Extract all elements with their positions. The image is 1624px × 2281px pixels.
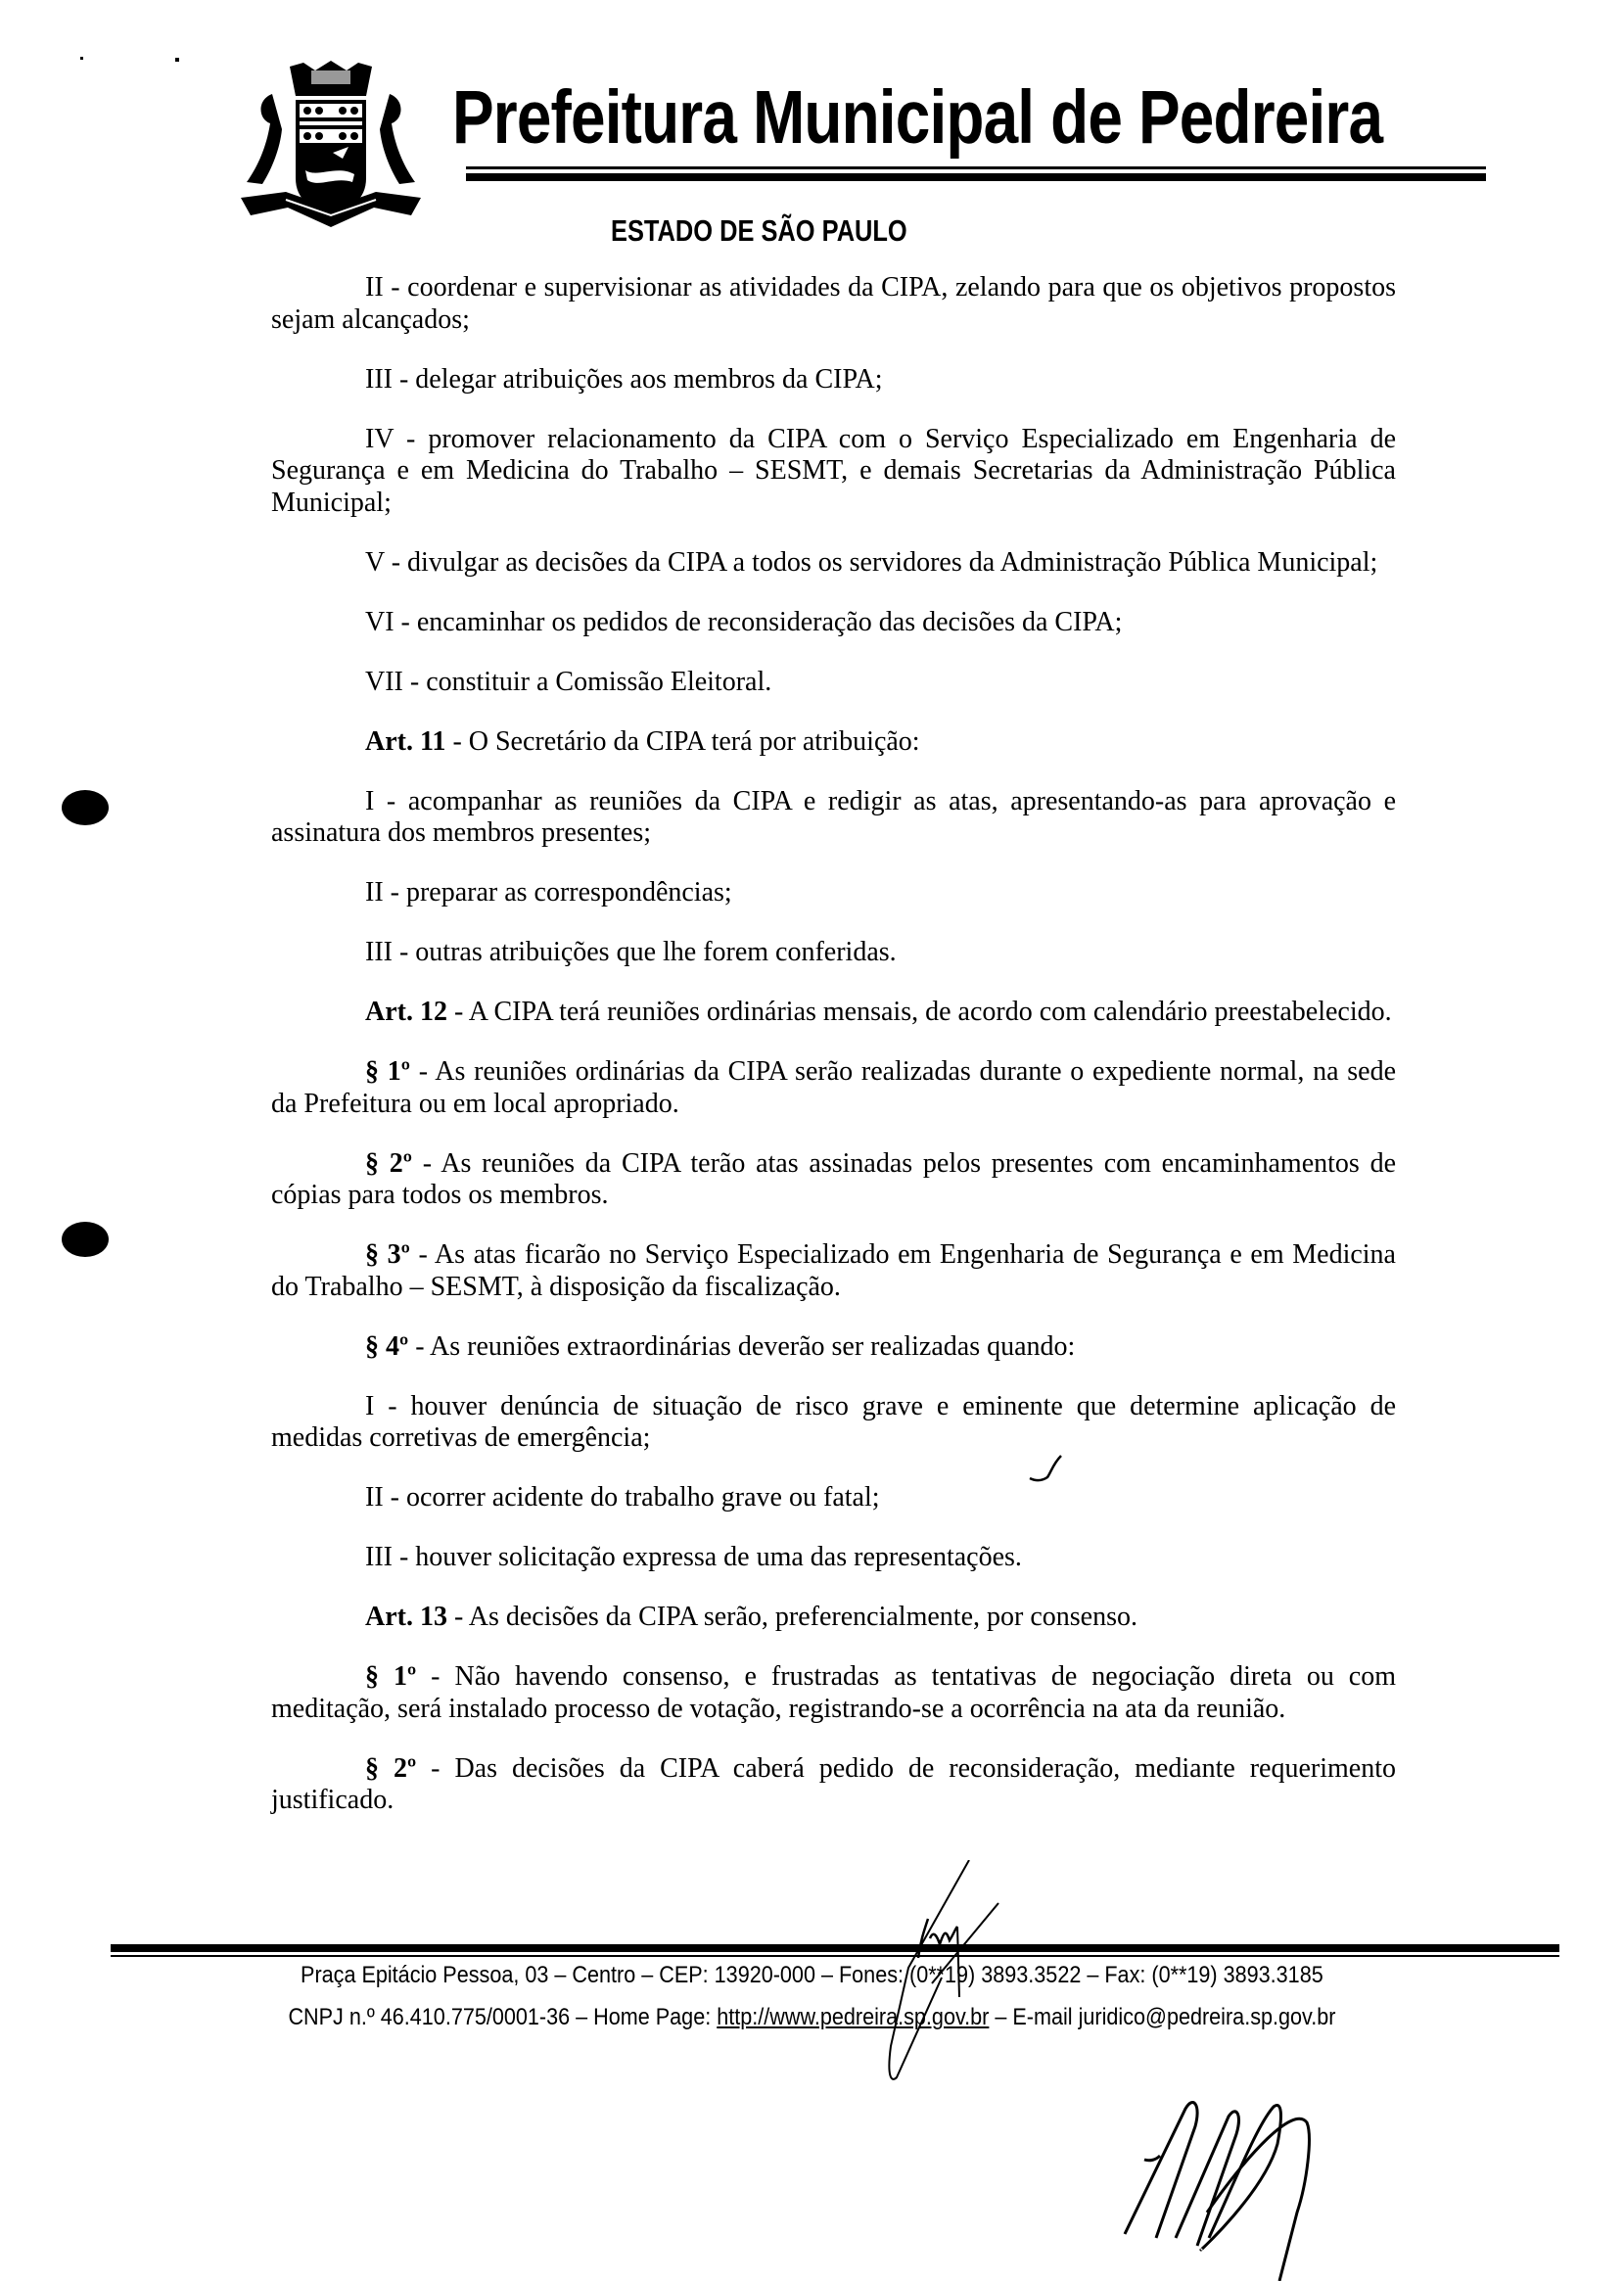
paragraph-text: VI - encaminhar os pedidos de reconsideração das decisões da CIPA;: [365, 606, 1123, 637]
paragraph-text: - Não havendo consenso, e frustradas as tentativas de negociação direta ou com meditação, será instalado processo de votação, registrando-se a ocorrência na ata da reunião.: [271, 1661, 1397, 1724]
article-heading: [271, 997, 1396, 1029]
paragraph-text: - Das decisões da CIPA caberá pedido de reconsideração, mediante requerimento justificado.: [271, 1752, 1396, 1815]
footer-address: [0, 1962, 1624, 1989]
paragraph-text: III - outras atribuições que lhe forem conferidas.: [365, 937, 897, 967]
section-number: § 2º: [365, 1147, 412, 1179]
cnpj-text: CNPJ n.º 46.410.775/0001-36 – Home Page:: [288, 2004, 718, 2030]
municipal-coat-of-arms-icon: [227, 61, 435, 237]
paragraph-text: IV - promover relacionamento da CIPA com o Serviço Especializado em Engenharia de Segurança e em Medicina do Trabalho – SESMT, e demais Secretarias da Administração Pública Municipal;: [271, 423, 1396, 518]
document-body: [271, 272, 1396, 1844]
footer-contact: [0, 2004, 1624, 2031]
footer-divider: [111, 1955, 1559, 1957]
paragraph-text: - A CIPA terá reuniões ordinárias mensais, de acordo com calendário preestabelecido.: [446, 997, 1392, 1027]
paragraph: [271, 667, 1396, 699]
paragraph: [271, 877, 1396, 909]
paragraph-text: V - divulgar as decisões da CIPA a todos os servidores da Administração Pública Municipal;: [365, 546, 1378, 578]
section-paragraph: [271, 1239, 1396, 1303]
paragraph-text: - As atas ficarão no Serviço Especializado em Engenharia de Segurança e em Medicina do Trabalho – SESMT, à disposição da fiscalização.: [271, 1239, 1396, 1302]
section-number: § 4º: [365, 1330, 409, 1362]
handwritten-tick-icon: [1028, 1454, 1067, 1483]
paragraph-text: - As decisões da CIPA serão, preferencialmente, por consenso.: [446, 1602, 1137, 1632]
paragraph-text: - As reuniões ordinárias da CIPA serão realizadas durante o expediente normal, na sede da Prefeitura ou em local apropriado.: [271, 1056, 1397, 1119]
section-paragraph: [271, 1661, 1396, 1725]
paragraph-text: I - acompanhar as reuniões da CIPA e redigir as atas, apresentando-as para aprovação e assinatura dos membros presentes;: [271, 785, 1396, 848]
homepage-link[interactable]: http://www.pedreira.sp.gov.br: [717, 2004, 990, 2030]
article-heading: [271, 1602, 1396, 1634]
paragraph: [271, 547, 1396, 580]
paragraph: [271, 1542, 1396, 1574]
article-number: Art. 12: [365, 997, 447, 1027]
email-text: – E-mail juridico@pedreira.sp.gov.br: [989, 2004, 1336, 2030]
paragraph-text: III - houver solicitação expressa de uma das representações.: [365, 1542, 1022, 1572]
paragraph-text: - As reuniões da CIPA terão atas assinadas pelos presentes com encaminhamentos de cópias para todos os membros.: [271, 1147, 1396, 1210]
paragraph: [271, 364, 1396, 396]
article-number: Art. 13: [365, 1602, 447, 1632]
section-number: § 1º: [365, 1056, 410, 1087]
section-paragraph: [271, 1148, 1396, 1212]
scan-speck: [175, 58, 179, 62]
section-paragraph: [271, 1753, 1396, 1817]
section-number: § 2º: [365, 1752, 417, 1784]
section-paragraph: [271, 1331, 1396, 1364]
section-paragraph: [271, 1056, 1396, 1120]
footer-divider: [111, 1944, 1559, 1952]
paragraph: [271, 786, 1396, 850]
header-divider: [466, 173, 1486, 181]
paragraph: [271, 607, 1396, 639]
scan-speck: [80, 57, 83, 60]
hole-punch-icon: [62, 1222, 109, 1257]
section-number: § 1º: [365, 1661, 417, 1692]
paragraph-text: III - delegar atribuições aos membros da CIPA;: [365, 363, 883, 395]
article-heading: [271, 726, 1396, 759]
page-title: Prefeitura Municipal de Pedreira: [452, 75, 1383, 160]
paragraph-text: - As reuniões extraordinárias deverão ser realizadas quando:: [408, 1330, 1076, 1362]
paragraph-text: II - ocorrer acidente do trabalho grave ou fatal;: [365, 1482, 880, 1513]
contact-line: [288, 2004, 1335, 2031]
paragraph: [271, 1482, 1396, 1514]
paragraph: [271, 424, 1396, 520]
paragraph-text: - O Secretário da CIPA terá por atribuição:: [445, 725, 920, 757]
paragraph: [271, 1391, 1396, 1455]
header-divider: [466, 166, 1486, 169]
address-text: Praça Epitácio Pessoa, 03 – Centro – CEP: 13920-000 – Fones: (0**19) 3893.3522 – Fax: (0**19) 3893.3185: [301, 1962, 1323, 1988]
section-number: § 3º: [365, 1239, 410, 1270]
state-subtitle: ESTADO DE SÃO PAULO: [611, 213, 907, 248]
paragraph-text: VII - constituir a Comissão Eleitoral.: [365, 666, 772, 697]
hole-punch-icon: [62, 790, 109, 825]
article-number: Art. 11: [365, 725, 446, 757]
paragraph: [271, 272, 1396, 336]
paragraph-text: II - preparar as correspondências;: [365, 877, 732, 908]
handwritten-signature-icon: [1121, 2066, 1336, 2281]
paragraph-text: I - houver denúncia de situação de risco grave e eminente que determine aplicação de medidas corretivas de emergência;: [271, 1390, 1396, 1453]
paragraph-text: II - coordenar e supervisionar as atividades da CIPA, zelando para que os objetivos propostos sejam alcançados;: [271, 272, 1396, 335]
paragraph: [271, 937, 1396, 969]
